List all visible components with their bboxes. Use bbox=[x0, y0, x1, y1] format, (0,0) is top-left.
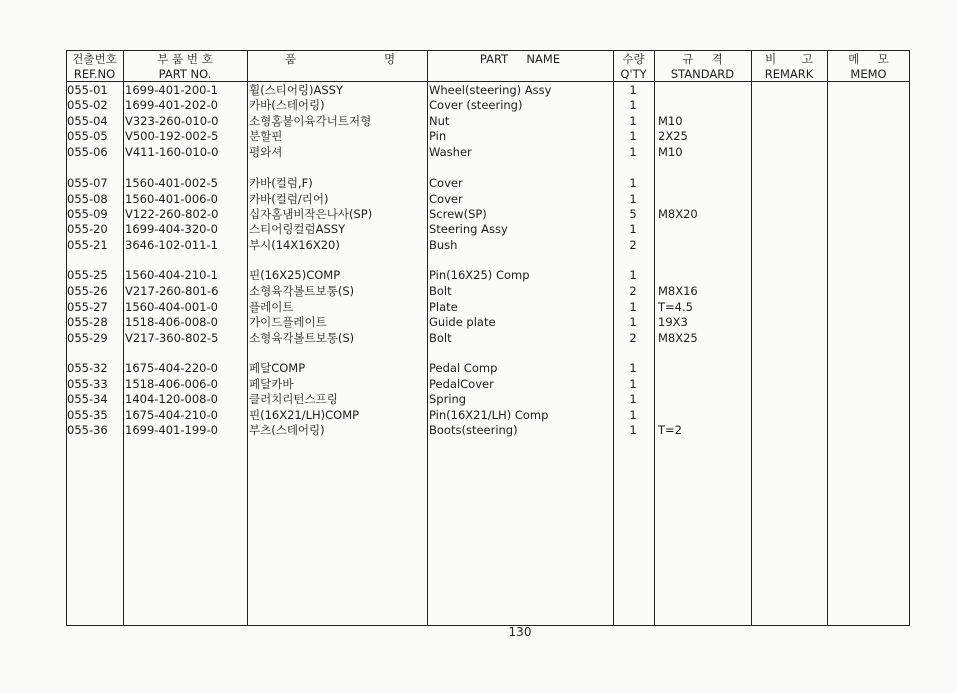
standard: M8X16 bbox=[658, 284, 698, 298]
part-name-korean: 플레이트 bbox=[249, 300, 294, 314]
header-ref-en: REF.NO bbox=[73, 67, 116, 81]
standard: M10 bbox=[658, 145, 683, 159]
column-divider bbox=[654, 50, 655, 626]
quantity: 1 bbox=[629, 192, 637, 206]
part-number: 1699-401-200-1 bbox=[125, 83, 218, 97]
standard: 2X25 bbox=[658, 129, 688, 143]
header-divider bbox=[66, 81, 910, 82]
part-name-english: Steering Assy bbox=[429, 222, 508, 236]
part-name-english: Spring bbox=[429, 392, 467, 406]
quantity: 2 bbox=[629, 284, 637, 298]
header-qty-en: Q'TY bbox=[620, 67, 647, 81]
ref-no: 055-08 bbox=[67, 192, 108, 206]
part-number: 1560-404-210-1 bbox=[125, 268, 218, 282]
part-name-korean: 휠(스티어링)ASSY bbox=[249, 83, 344, 97]
part-number: 1699-404-320-0 bbox=[125, 222, 218, 236]
part-name-english: PedalCover bbox=[429, 377, 494, 391]
part-name-english: Bolt bbox=[429, 331, 452, 345]
part-name-korean: 스티어링컬럼ASSY bbox=[249, 222, 346, 236]
part-name-english: Cover (steering) bbox=[429, 98, 523, 112]
part-number: 1699-401-199-0 bbox=[125, 423, 218, 437]
part-name-english: Nut bbox=[429, 114, 450, 128]
header-part-no-ko: 부 품 번 호 bbox=[157, 52, 213, 66]
part-name-korean: 소형홈붙이육각너트저형 bbox=[249, 114, 372, 128]
part-number: 1518-406-008-0 bbox=[125, 315, 218, 329]
part-number: 1560-404-001-0 bbox=[125, 300, 218, 314]
part-name-english: Washer bbox=[429, 145, 472, 159]
part-name-korean: 핀(16X25)COMP bbox=[249, 268, 341, 282]
ref-no: 055-35 bbox=[67, 408, 108, 422]
part-name-korean: 평와셔 bbox=[249, 145, 283, 159]
standard: T=4.5 bbox=[658, 300, 693, 314]
quantity: 1 bbox=[629, 268, 637, 282]
column-divider bbox=[427, 50, 428, 626]
header-standard-ko: 규 격 bbox=[682, 52, 723, 66]
part-name-english: Pin bbox=[429, 129, 447, 143]
ref-no: 055-21 bbox=[67, 238, 108, 252]
quantity: 1 bbox=[629, 423, 637, 437]
part-name-korean: 분할핀 bbox=[249, 129, 283, 143]
header-part-name: PART NAME bbox=[479, 52, 561, 66]
column-divider bbox=[123, 50, 124, 626]
standard: 19X3 bbox=[658, 315, 688, 329]
quantity: 1 bbox=[629, 98, 637, 112]
part-number: 1404-120-008-0 bbox=[125, 392, 218, 406]
part-name-korean: 소형육각볼트보통(S) bbox=[249, 331, 355, 345]
part-name-english: Wheel(steering) Assy bbox=[429, 83, 552, 97]
part-name-korean: 소형육각볼트보통(S) bbox=[249, 284, 355, 298]
part-name-korean: 핀(16X21/LH)COMP bbox=[249, 408, 360, 422]
quantity: 1 bbox=[629, 361, 637, 375]
standard: M8X20 bbox=[658, 207, 698, 221]
standard: T=2 bbox=[658, 423, 682, 437]
column-divider bbox=[751, 50, 752, 626]
part-number: 1518-406-006-0 bbox=[125, 377, 218, 391]
quantity: 1 bbox=[629, 145, 637, 159]
part-number: 1560-401-002-5 bbox=[125, 176, 218, 190]
header-standard-en: STANDARD bbox=[670, 67, 735, 81]
header-remark-ko: 비 고 bbox=[765, 52, 813, 66]
part-name-korean: 카바(컬럼,F) bbox=[249, 176, 313, 190]
header-name-ko-1: 품 bbox=[285, 52, 297, 66]
quantity: 5 bbox=[629, 207, 637, 221]
column-divider bbox=[247, 50, 248, 626]
ref-no: 055-01 bbox=[67, 83, 108, 97]
part-name-korean: 부츠(스테어링) bbox=[249, 423, 325, 437]
header-name-ko-2: 명 bbox=[384, 52, 396, 66]
header-qty-ko: 수량 bbox=[622, 52, 645, 66]
part-name-english: Plate bbox=[429, 300, 458, 314]
quantity: 1 bbox=[629, 315, 637, 329]
header-ref-ko: 건출번호 bbox=[72, 52, 117, 66]
part-name-english: Cover bbox=[429, 192, 463, 206]
part-name-english: Bush bbox=[429, 238, 458, 252]
part-name-english: Cover bbox=[429, 176, 463, 190]
ref-no: 055-20 bbox=[67, 222, 108, 236]
quantity: 1 bbox=[629, 300, 637, 314]
part-number: 3646-102-011-1 bbox=[125, 238, 218, 252]
column-divider bbox=[827, 50, 828, 626]
ref-no: 055-27 bbox=[67, 300, 108, 314]
part-number: V217-260-801-6 bbox=[125, 284, 219, 298]
part-name-korean: 카바(스테어링) bbox=[249, 98, 325, 112]
part-name-english: Guide plate bbox=[429, 315, 496, 329]
part-name-english: Pedal Comp bbox=[429, 361, 498, 375]
part-name-english: Bolt bbox=[429, 284, 452, 298]
quantity: 1 bbox=[629, 176, 637, 190]
part-number: 1675-404-220-0 bbox=[125, 361, 218, 375]
part-number: V217-360-802-5 bbox=[125, 331, 219, 345]
standard: M10 bbox=[658, 114, 683, 128]
part-name-korean: 페달COMP bbox=[249, 361, 306, 375]
ref-no: 055-25 bbox=[67, 268, 108, 282]
part-name-english: Screw(SP) bbox=[429, 207, 487, 221]
ref-no: 055-28 bbox=[67, 315, 108, 329]
standard: M8X25 bbox=[658, 331, 698, 345]
ref-no: 055-32 bbox=[67, 361, 108, 375]
header-remark-en: REMARK bbox=[764, 67, 814, 81]
quantity: 2 bbox=[629, 331, 637, 345]
quantity: 1 bbox=[629, 222, 637, 236]
part-number: V500-192-002-5 bbox=[125, 129, 219, 143]
part-name-english: Pin(16X21/LH) Comp bbox=[429, 408, 549, 422]
part-name-english: Boots(steering) bbox=[429, 423, 518, 437]
part-name-english: Pin(16X25) Comp bbox=[429, 268, 530, 282]
part-number: V323-260-010-0 bbox=[125, 114, 219, 128]
quantity: 1 bbox=[629, 114, 637, 128]
page-number: 130 bbox=[508, 625, 532, 639]
ref-no: 055-26 bbox=[67, 284, 108, 298]
ref-no: 055-04 bbox=[67, 114, 108, 128]
quantity: 1 bbox=[629, 83, 637, 97]
ref-no: 055-33 bbox=[67, 377, 108, 391]
part-name-korean: 가이드플레이트 bbox=[249, 315, 327, 329]
ref-no: 055-02 bbox=[67, 98, 108, 112]
part-name-korean: 페달카바 bbox=[249, 377, 294, 391]
part-number: 1675-404-210-0 bbox=[125, 408, 218, 422]
ref-no: 055-36 bbox=[67, 423, 108, 437]
ref-no: 055-06 bbox=[67, 145, 108, 159]
part-name-korean: 십자홈냄비작은나사(SP) bbox=[249, 207, 373, 221]
part-name-korean: 부시(14X16X20) bbox=[249, 238, 340, 252]
quantity: 1 bbox=[629, 392, 637, 406]
ref-no: 055-29 bbox=[67, 331, 108, 345]
quantity: 1 bbox=[629, 129, 637, 143]
part-name-korean: 카바(컬럼/리어) bbox=[249, 192, 329, 206]
quantity: 1 bbox=[629, 408, 637, 422]
part-number: V411-160-010-0 bbox=[125, 145, 219, 159]
part-number: 1560-401-006-0 bbox=[125, 192, 218, 206]
ref-no: 055-34 bbox=[67, 392, 108, 406]
part-name-korean: 클러치리턴스프링 bbox=[249, 392, 338, 406]
part-number: 1699-401-202-0 bbox=[125, 98, 218, 112]
quantity: 1 bbox=[629, 377, 637, 391]
ref-no: 055-09 bbox=[67, 207, 108, 221]
part-number: V122-260-802-0 bbox=[125, 207, 219, 221]
ref-no: 055-05 bbox=[67, 129, 108, 143]
header-part-no-en: PART NO. bbox=[158, 67, 212, 81]
ref-no: 055-07 bbox=[67, 176, 108, 190]
quantity: 2 bbox=[629, 238, 637, 252]
header-memo-en: MEMO bbox=[850, 67, 887, 81]
header-memo-ko: 메 모 bbox=[848, 52, 889, 66]
